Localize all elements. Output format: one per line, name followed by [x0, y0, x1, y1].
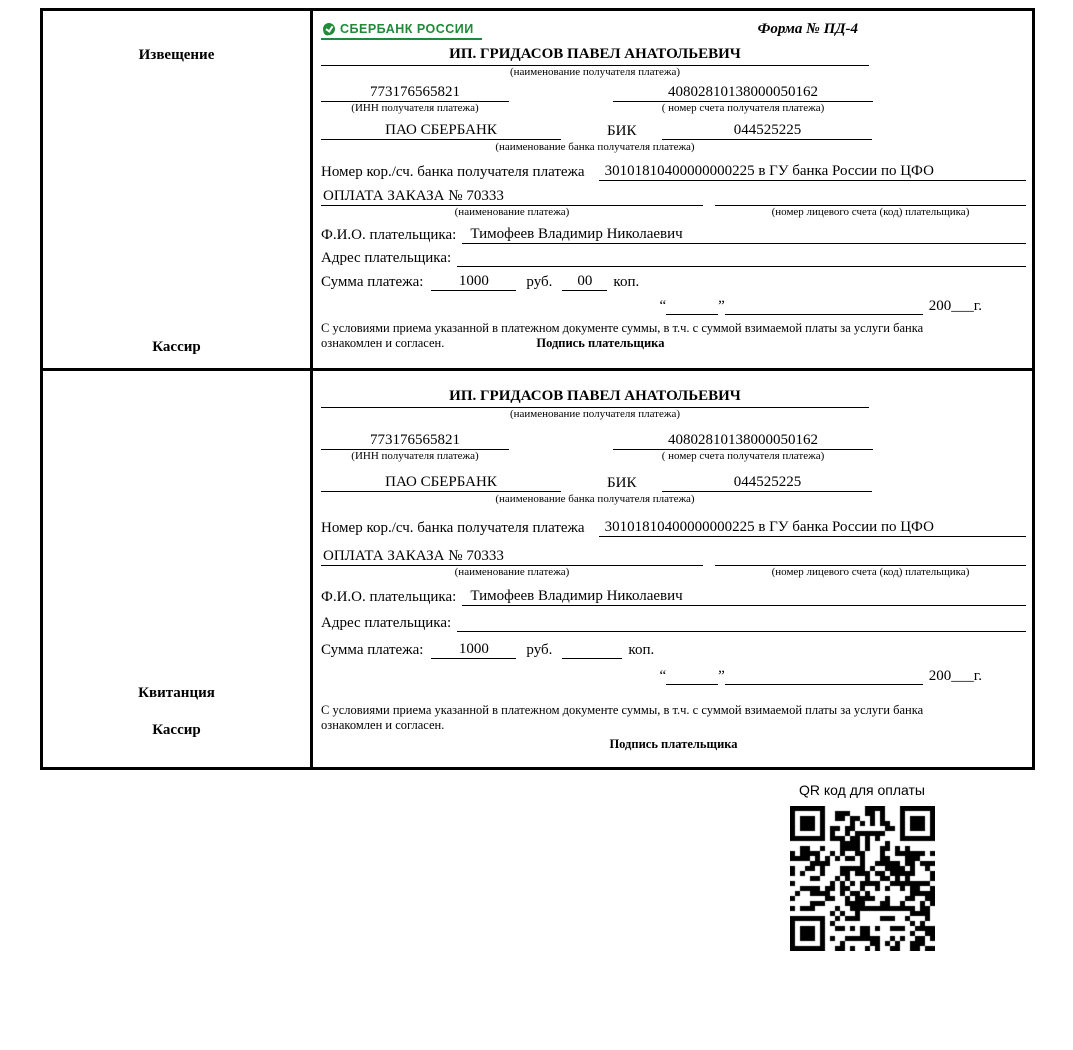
inn-caption: (ИНН получателя платежа) [351, 450, 479, 462]
date-open-quote: “ [659, 298, 667, 314]
personal-account-caption: (номер лицевого счета (код) плательщика) [771, 206, 970, 218]
qr-code [790, 806, 935, 951]
date-close-quote: ” [718, 668, 725, 684]
sum-kop-value: 00 [562, 272, 607, 291]
bank-caption-block [321, 141, 869, 154]
account-value: 40802810138000050162 [613, 431, 873, 450]
inn-value: 773176565821 [321, 83, 509, 102]
personal-account-caption: (номер лицевого счета (код) плательщика) [771, 566, 970, 578]
date-year: 200___г. [928, 668, 982, 684]
inn-caption: (ИНН получателя платежа) [351, 102, 479, 114]
agreement-line: С условиями приема указанной в платежном документе суммы, в т.ч. с суммой взимаемой платы за услуги банка [321, 321, 924, 335]
notice-section [43, 11, 1032, 371]
agreement-text [321, 321, 1026, 351]
payer-label: Ф.И.О. плательщика: [321, 589, 457, 605]
payment-captions [321, 566, 1026, 579]
form-code: Форма № ПД-4 [757, 21, 858, 37]
sum-row [321, 272, 1026, 291]
sberbank-logo-icon [322, 22, 336, 36]
recipient-block [321, 45, 869, 79]
cashier-label-bottom: Кассир [152, 722, 201, 738]
personal-account-line [715, 548, 1026, 566]
agreement-signature-row [321, 336, 1026, 351]
form-header-row [321, 21, 1026, 43]
account-caption: ( номер счета получателя платежа) [661, 102, 825, 114]
inn-value: 773176565821 [321, 431, 509, 450]
payer-label: Ф.И.О. плательщика: [321, 227, 457, 243]
agreement-line: С условиями приема указанной в платежном документе суммы, в т.ч. с суммой взимаемой платы за услуги банка [321, 703, 924, 717]
bik-value: 044525225 [662, 121, 872, 140]
date-month-line [725, 298, 923, 315]
notice-label: Извещение [138, 47, 215, 63]
cashier-label-top: Кассир [152, 339, 201, 355]
date-open-quote: “ [659, 668, 667, 684]
payment-caption: (наименование платежа) [454, 206, 570, 218]
payment-name: ОПЛАТА ЗАКАЗА № 70333 [321, 187, 703, 206]
agreement-line: ознакомлен и согласен. [321, 336, 445, 350]
bank-caption-block [321, 493, 869, 506]
sberbank-logo-text: СБЕРБАНК РОССИИ [340, 22, 474, 36]
corr-value: 30101810400000000225 в ГУ банка России по ЦФО [599, 162, 1026, 181]
inn-account-row [321, 431, 1026, 450]
corr-label: Номер кор./сч. банка получателя платежа [321, 164, 585, 180]
bank-name: ПАО СБЕРБАНК [321, 473, 561, 492]
bank-caption: (наименование банка получателя платежа) [495, 493, 695, 505]
payer-name: Тимофеев Владимир Николаевич [462, 225, 1026, 244]
receipt-section [43, 371, 1032, 767]
corr-value: 30101810400000000225 в ГУ банка России по ЦФО [599, 518, 1026, 537]
address-row [321, 614, 1026, 632]
rub-label: руб. [526, 642, 553, 658]
receipt-form-area [313, 371, 1032, 767]
address-label: Адрес плательщика: [321, 615, 452, 631]
signature-row [321, 737, 1026, 752]
agreement-text [321, 703, 1026, 752]
bank-name: ПАО СБЕРБАНК [321, 121, 561, 140]
payer-row [321, 587, 1026, 606]
agreement-line: ознакомлен и согласен. [321, 718, 445, 732]
rub-label: руб. [526, 274, 553, 290]
date-row [321, 667, 982, 685]
signature-label: Подпись плательщика [609, 737, 738, 751]
address-label: Адрес плательщика: [321, 250, 452, 266]
qr-block [786, 782, 938, 956]
pd4-payment-form [40, 8, 1035, 770]
date-row [321, 297, 982, 315]
bank-caption: (наименование банка получателя платежа) [495, 141, 695, 153]
account-value: 40802810138000050162 [613, 83, 873, 102]
notice-form-area [313, 11, 1032, 368]
sum-rub-value: 1000 [431, 272, 516, 291]
bik-value: 044525225 [662, 473, 872, 492]
sum-kop-value [562, 658, 622, 659]
date-day-line [666, 298, 718, 315]
address-line [457, 614, 1026, 632]
address-line [457, 249, 1026, 267]
recipient-caption: (наименование получателя платежа) [509, 408, 681, 420]
bank-row [321, 121, 1026, 140]
kop-label: коп. [613, 274, 640, 290]
date-year: 200___г. [928, 298, 982, 314]
payment-captions [321, 206, 1026, 219]
payer-name: Тимофеев Владимир Николаевич [462, 587, 1026, 606]
bank-row [321, 473, 1026, 492]
address-row [321, 249, 1026, 267]
corr-account-row [321, 518, 1026, 537]
payment-caption: (наименование платежа) [454, 566, 570, 578]
receipt-side-column [43, 371, 313, 767]
corr-label: Номер кор./сч. банка получателя платежа [321, 520, 585, 536]
recipient-name: ИП. ГРИДАСОВ ПАВЕЛ АНАТОЛЬЕВИЧ [321, 387, 869, 408]
sum-label: Сумма платежа: [321, 642, 424, 658]
kop-label: коп. [628, 642, 655, 658]
sum-label: Сумма платежа: [321, 274, 424, 290]
payment-name: ОПЛАТА ЗАКАЗА № 70333 [321, 547, 703, 566]
recipient-name: ИП. ГРИДАСОВ ПАВЕЛ АНАТОЛЬЕВИЧ [321, 45, 869, 66]
bik-label: БИК [607, 475, 637, 491]
recipient-caption: (наименование получателя платежа) [509, 66, 681, 78]
receipt-label: Квитанция [138, 685, 215, 701]
payer-row [321, 225, 1026, 244]
date-close-quote: ” [718, 298, 725, 314]
sum-row [321, 640, 1026, 659]
account-caption: ( номер счета получателя платежа) [661, 450, 825, 462]
sum-rub-value: 1000 [431, 640, 516, 659]
signature-label: Подпись плательщика [536, 336, 665, 350]
recipient-block [321, 387, 869, 421]
qr-caption: QR код для оплаты [798, 782, 925, 798]
inn-account-captions [321, 102, 1026, 115]
inn-account-row [321, 83, 1026, 102]
sberbank-logo [321, 21, 482, 40]
date-month-line [725, 668, 923, 685]
payment-row [321, 547, 1026, 566]
personal-account-line [715, 188, 1026, 206]
corr-account-row [321, 162, 1026, 181]
inn-account-captions [321, 450, 1026, 463]
notice-side-column [43, 11, 313, 368]
date-day-line [666, 668, 718, 685]
bik-label: БИК [607, 123, 637, 139]
payment-row [321, 187, 1026, 206]
